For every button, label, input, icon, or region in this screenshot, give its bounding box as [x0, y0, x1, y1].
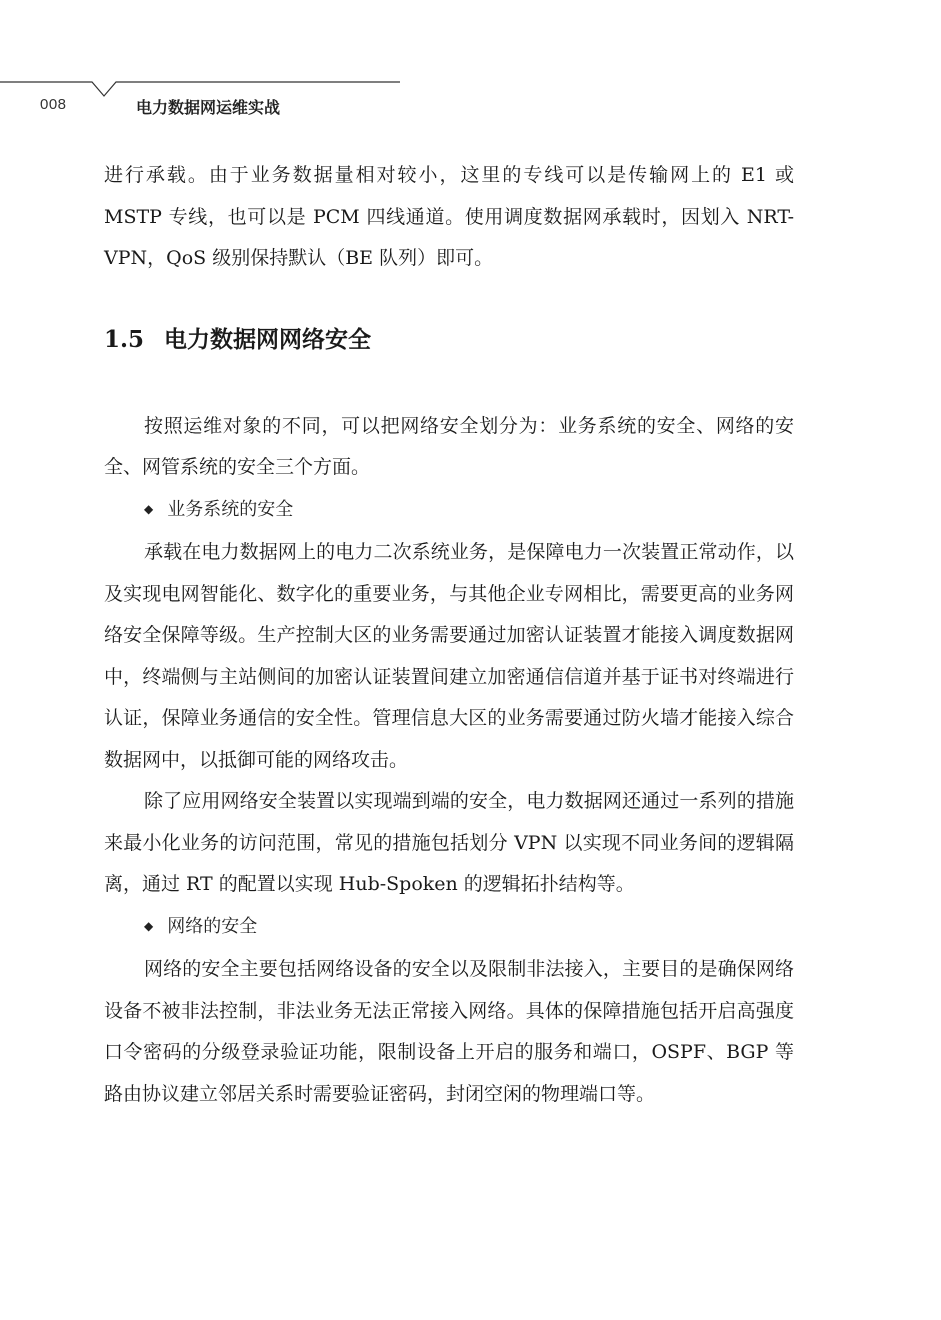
diamond-bullet-icon: ◆: [144, 501, 154, 516]
bullet-network-security: [104, 906, 794, 950]
bullet-label: 网络的安全: [167, 915, 258, 937]
business-paragraph-1: 承载在电力数据网上的电力二次系统业务，是保障电力一次装置正常动作，以及实现电网智能化、数字化的重要业务，与其他企业专网相比，需要更高的业务网络安全保障等级。生产控制大区的业务需要通过加密认证装置才能接入调度数据网中，终端侧与主站侧间的加密认证装置间建立加密通信信道并基于证书对终端进行认证，保障业务通信的安全性。管理信息大区的业务需要通过防火墙才能接入综合数据网中，以抵御可能的网络攻击。: [104, 541, 794, 771]
page-body: [104, 155, 794, 1115]
diamond-bullet-icon: ◆: [144, 918, 154, 933]
network-paragraph: 网络的安全主要包括网络设备的安全以及限制非法接入，主要目的是确保网络设备不被非法控制，非法业务无法正常接入网络。具体的保障措施包括开启高强度口令密码的分级登录验证功能，限制设备上开启的服务和端口，OSPF、BGP 等路由协议建立邻居关系时需要验证密码，封闭空闲的物理端口等。: [104, 958, 794, 1105]
section-number: 1.5: [104, 325, 145, 353]
bullet-business-security: [104, 489, 794, 533]
bullet-label: 业务系统的安全: [167, 498, 294, 520]
section-heading: [104, 320, 794, 360]
page-number: 008: [40, 96, 67, 113]
intro-paragraph: 进行承载。由于业务数据量相对较小，这里的专线可以是传输网上的 E1 或 MSTP 专线，也可以是 PCM 四线通道。使用调度数据网承载时，因划入 NRT-VPN，QoS 级别保持默认（BE 队列）即可。: [104, 164, 794, 269]
overview-paragraph: 按照运维对象的不同，可以把网络安全划分为：业务系统的安全、网络的安全、网管系统的安全三个方面。: [104, 414, 794, 478]
section-title: 电力数据网网络安全: [164, 326, 372, 353]
business-paragraph-2: 除了应用网络安全装置以实现端到端的安全，电力数据网还通过一系列的措施来最小化业务的访问范围，常见的措施包括划分 VPN 以实现不同业务间的逻辑隔离，通过 RT 的配置以实现 Hub-Spoken 的逻辑拓扑结构等。: [104, 790, 794, 895]
running-header-title: 电力数据网运维实战: [136, 98, 281, 117]
